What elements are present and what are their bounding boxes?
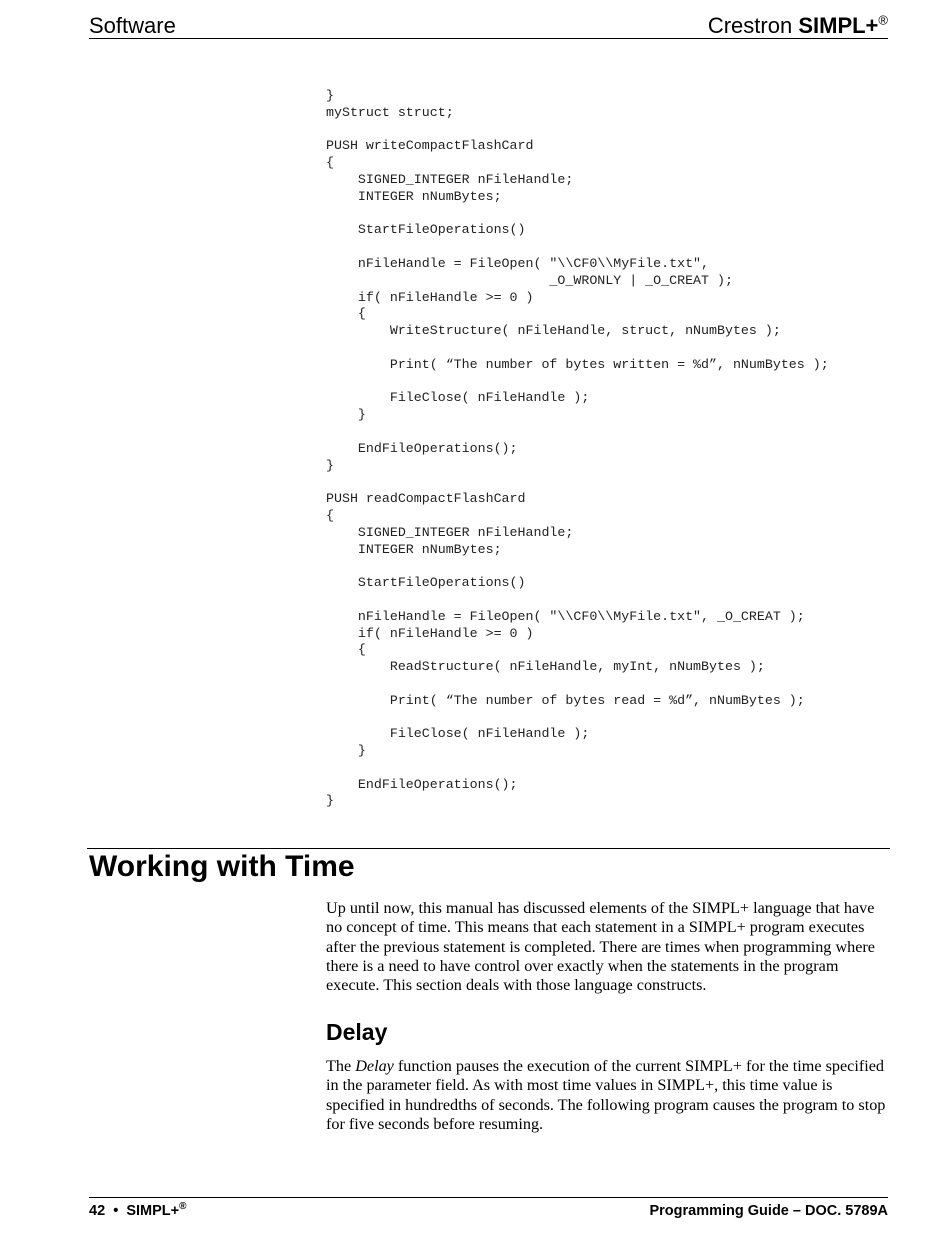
footer-left <box>89 1203 187 1219</box>
section-intro-paragraph: Up until now, this manual has discussed elements of the SIMPL+ language that have no concept of time. This means that each statement in a SIMPL+ program executes after the previous statement is completed. There are times when programming where there is a need to have control over exactly when the statements in the program execute. This section deals with those language constructs. <box>326 899 875 995</box>
footer-registered-mark: ® <box>179 1201 187 1213</box>
header-brand: Crestron <box>707 13 799 38</box>
header-product: SIMPL+ <box>798 13 879 38</box>
footer-product: SIMPL+ <box>126 1203 180 1219</box>
page-number: 42 <box>89 1203 106 1219</box>
delay-function-name: Delay <box>355 1057 394 1075</box>
footer-bullet: • <box>113 1203 119 1219</box>
code-listing: } myStruct struct; PUSH writeCompactFlashCard { SIGNED_INTEGER nFileHandle; INTEGER nNumBytes; StartFileOperations() nFileHandle = FileOpen( "\\CF0\\MyFile.txt", _O_WRONLY | _O_CREAT ); if( nFileHandle >= 0 ) { WriteStructure( nFileHandle, struct, nNumBytes ); Print( “The number of bytes written = %d”, nNumBytes ); FileClose( nFileHandle ); } EndFileOperations(); } PUSH readCompactFlashCard { SIGNED_INTEGER nFileHandle; INTEGER nNumBytes; StartFileOperations() nFileHandle = FileOpen( "\\CF0\\MyFile.txt", _O_CREAT ); if( nFileHandle >= 0 ) { ReadStructure( nFileHandle, myInt, nNumBytes ); Print( “The number of bytes read = %d”, nNumBytes ); FileClose( nFileHandle ); } EndFileOperations(); } <box>326 88 829 809</box>
delay-text-start: The <box>326 1057 356 1075</box>
section-divider <box>87 848 890 849</box>
header-section-name: Software <box>89 13 176 38</box>
page-footer <box>89 1197 888 1224</box>
page-header <box>89 10 888 39</box>
delay-text-rest: function pauses the execution of the current SIMPL+ for the time specified in the parameter field. As with most time values in SIMPL+, this time value is specified in hundredths of seconds. The following program causes the program to stop for five seconds before resuming. <box>326 1057 886 1133</box>
header-registered-mark: ® <box>878 12 888 28</box>
header-product-title <box>708 13 888 39</box>
subsection-title: Delay <box>326 1019 388 1045</box>
footer-document-title: Programming Guide – DOC. 5789A <box>649 1203 888 1219</box>
section-title: Working with Time <box>89 850 355 883</box>
delay-paragraph <box>326 1057 891 1134</box>
